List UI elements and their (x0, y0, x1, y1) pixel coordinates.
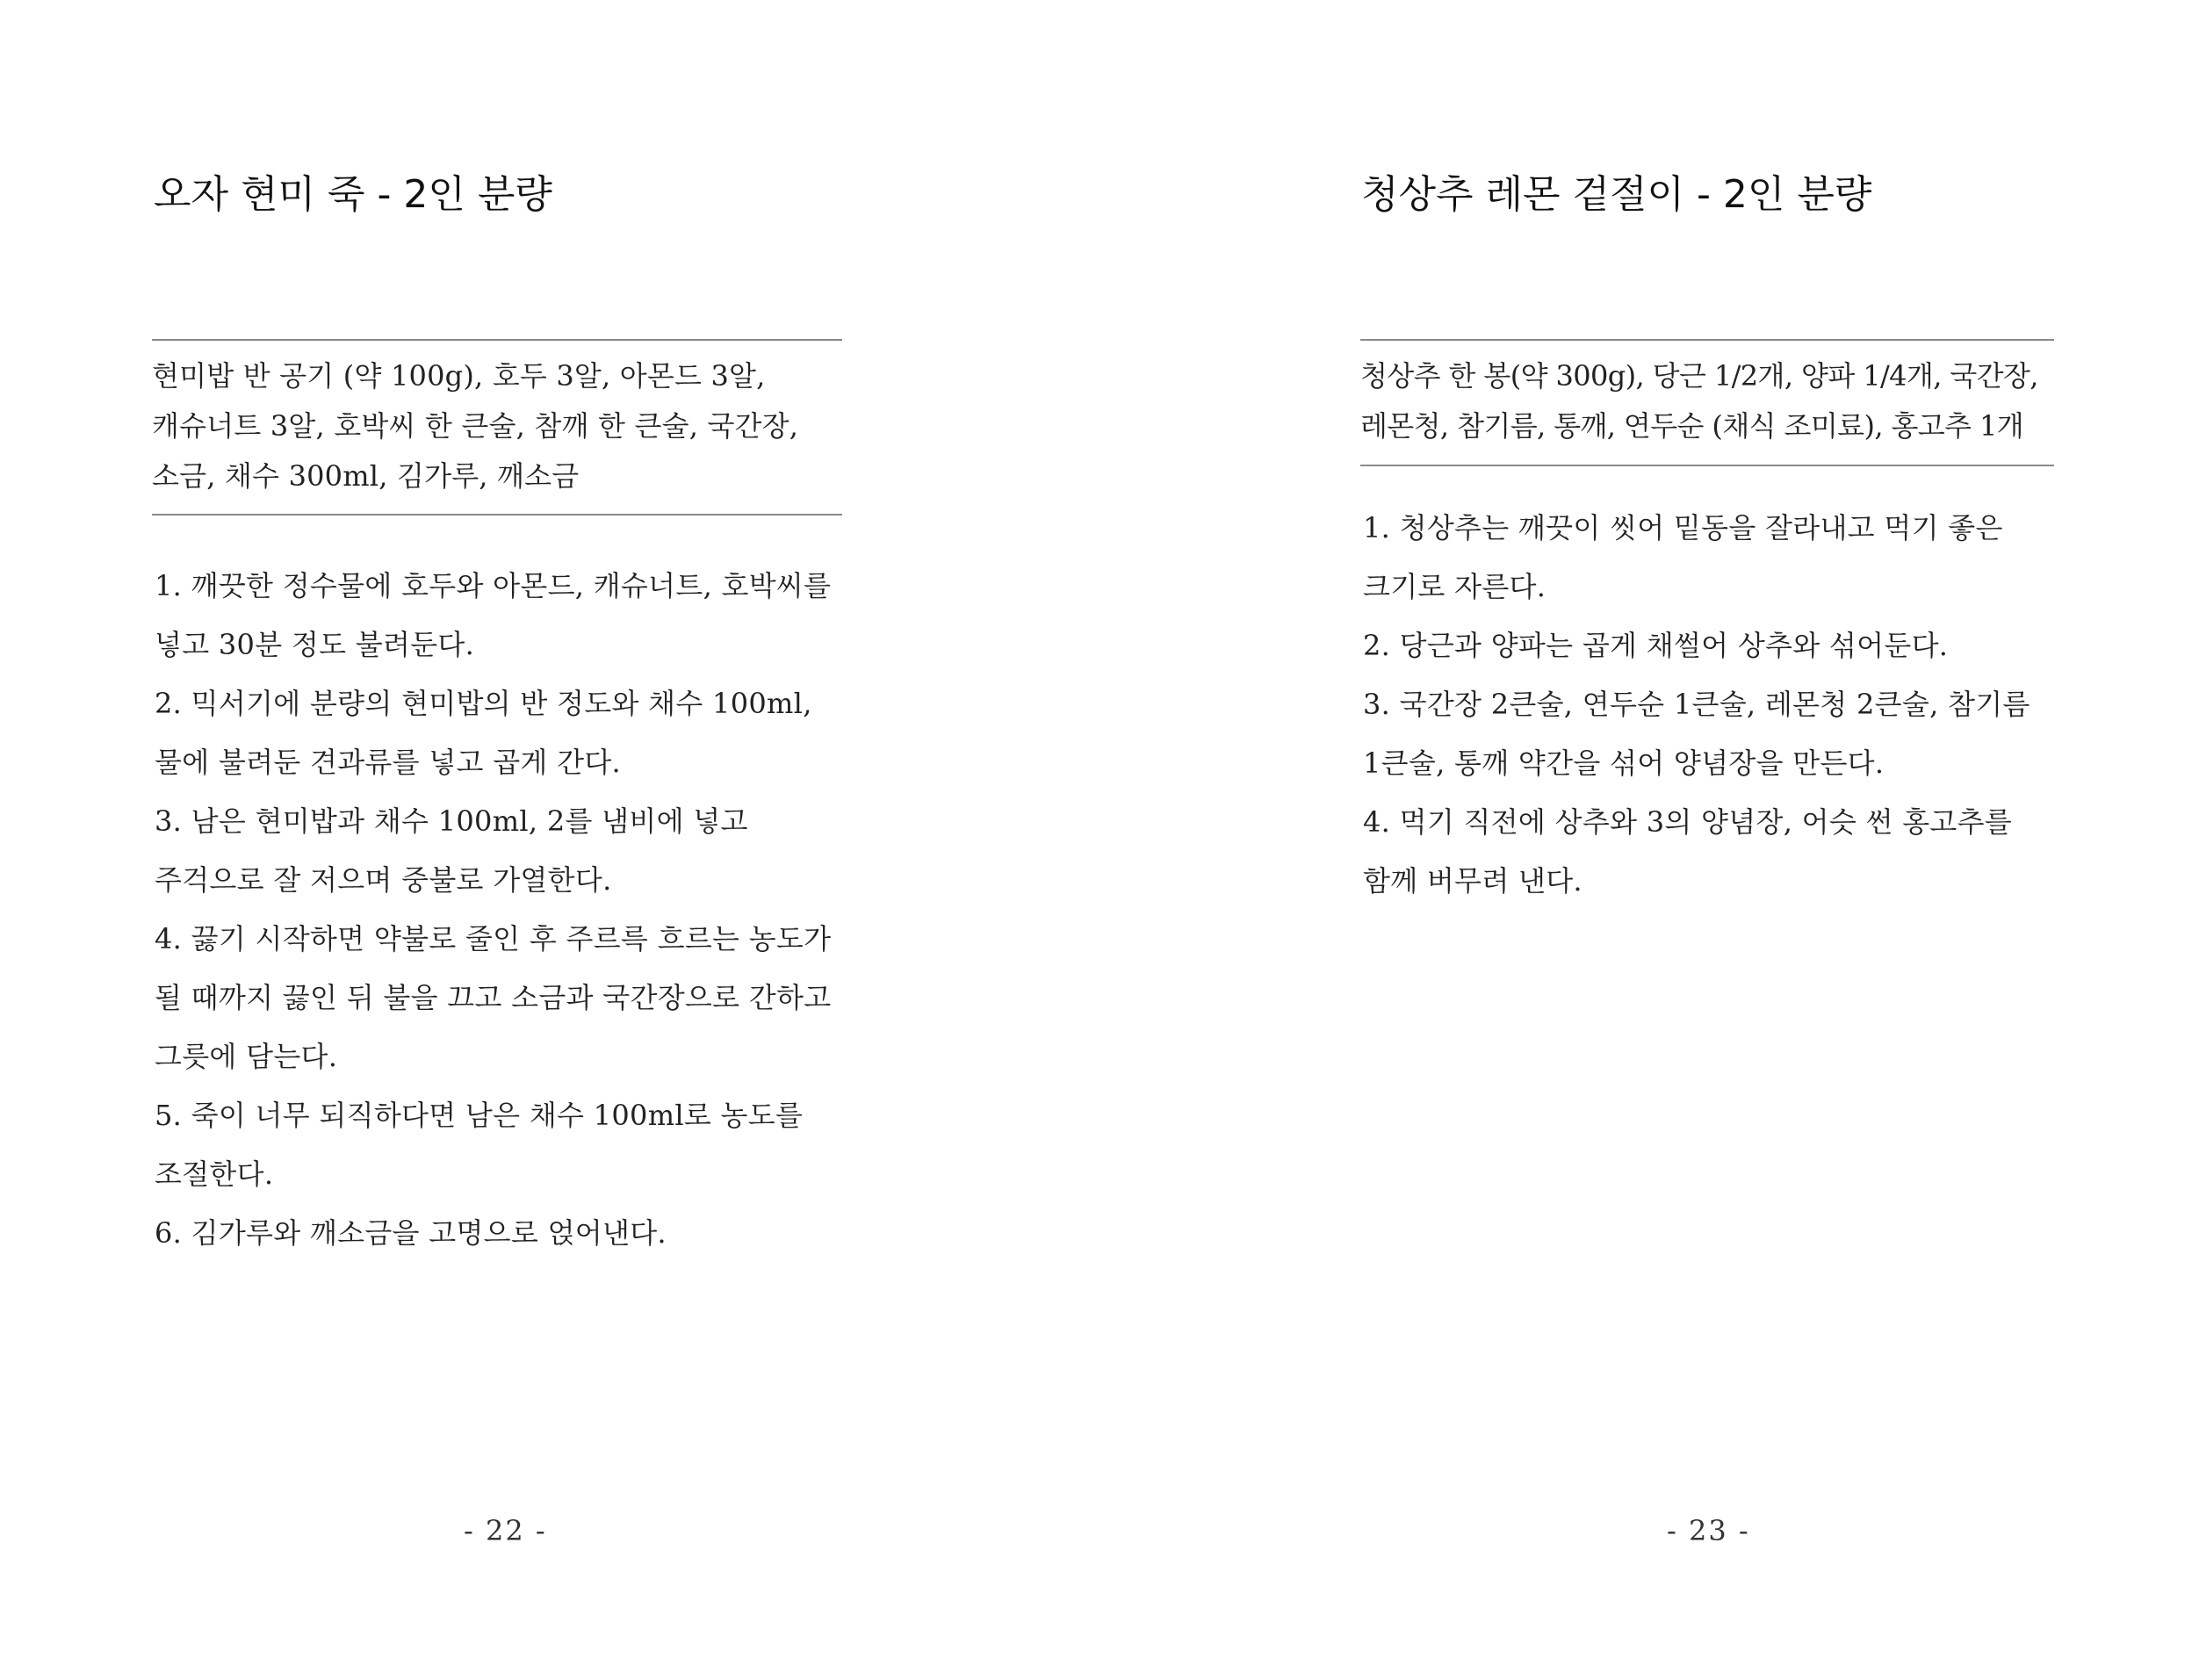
step-item: 4. 먹기 직전에 상추와 3의 양념장, 어슷 썬 홍고추를 함께 버무려 낸다. (1363, 805, 2013, 898)
recipe-title: 청상추 레몬 겉절이 - 2인 분량 (1361, 172, 1872, 217)
step-item: 1. 깨끗한 정수물에 호두와 아몬드, 캐슈너트, 호박씨를 넣고 30분 정도 불려둔다. (155, 569, 832, 661)
page-number: - 23 - (1667, 1514, 1750, 1547)
step-item: 5. 죽이 너무 되직하다면 남은 채수 100ml로 농도를 조절한다. (155, 1099, 804, 1191)
step-item: 2. 당근과 양파는 곱게 채썰어 상추와 섞어둔다. (1363, 629, 1949, 662)
step-item: 4. 끓기 시작하면 약불로 줄인 후 주르륵 흐르는 농도가 될 때까지 끓인 뒤 불을 끄고 소금과 국간장으로 간하고 그릇에 담는다. (155, 922, 832, 1073)
steps-list (1363, 499, 2057, 911)
steps-list (155, 557, 850, 1263)
page-number: - 22 - (464, 1514, 547, 1547)
step-item: 6. 김가루와 깨소금을 고명으로 얹어낸다. (155, 1216, 667, 1250)
ingredients-box: 청상추 한 봉(약 300g), 당근 1/2개, 양파 1/4개, 국간장, 레몬청, 참기름, 통깨, 연두순 (채식 조미료), 홍고추 1개 (1360, 339, 2054, 466)
step-item: 2. 믹서기에 분량의 현미밥의 반 정도와 채수 100ml, 물에 불려둔 견과류를 넣고 곱게 간다. (155, 687, 812, 779)
step-item: 1. 청상추는 깨끗이 씻어 밑동을 잘라내고 먹기 좋은 크기로 자른다. (1363, 511, 2003, 603)
ingredients-box: 현미밥 반 공기 (약 100g), 호두 3알, 아몬드 3알, 캐슈너트 3알, 호박씨 한 큰술, 참깨 한 큰술, 국간장, 소금, 채수 300ml, 김가루, 깨소금 (152, 339, 842, 516)
recipe-title: 오자 현미 죽 - 2인 분량 (154, 172, 552, 217)
step-item: 3. 국간장 2큰술, 연두순 1큰술, 레몬청 2큰술, 참기름 1큰술, 통깨 약간을 섞어 양념장을 만든다. (1363, 688, 2030, 780)
right-page (1100, 0, 2199, 1680)
step-item: 3. 남은 현미밥과 채수 100ml, 2를 냄비에 넣고 주걱으로 잘 저으며 중불로 가열한다. (155, 804, 748, 897)
